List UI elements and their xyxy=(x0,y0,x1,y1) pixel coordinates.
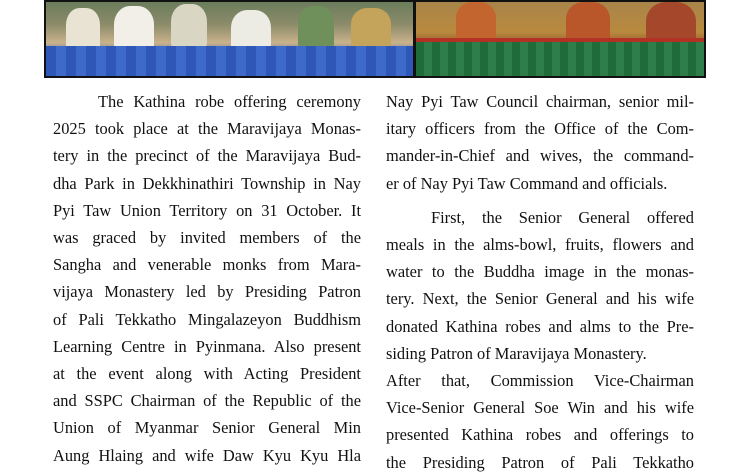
text-line: Vice-Senior General Soe Win and his wife xyxy=(386,398,694,418)
article-paragraph xyxy=(386,204,694,476)
text-line: presented Kathina robes and offerings to xyxy=(386,425,694,445)
ceremony-photo-right xyxy=(416,2,704,76)
text-line: and SSPC Chairman of the Republic of the xyxy=(53,391,361,411)
text-line: First, the Senior General offered xyxy=(431,207,694,227)
text-line: vijaya Monastery led by Presiding Patron xyxy=(53,282,361,302)
text-line: of Pali Tekkatho Mingalazeyon Buddhism xyxy=(53,309,361,329)
attendee-figure xyxy=(66,8,100,50)
attendee-figure xyxy=(171,4,207,48)
attendee-figure xyxy=(351,8,391,48)
carpet xyxy=(46,46,413,76)
text-line: siding Patron of Maravijaya Monastery. xyxy=(386,343,647,363)
text-line: Learning Centre in Pyinmana. Also present xyxy=(53,336,361,356)
text-line: tery. Next, the Senior General and his wife xyxy=(386,289,694,309)
text-line: The Kathina robe offering ceremony xyxy=(98,92,361,111)
text-line: Aung Hlaing and wife Daw Kyu Kyu Hla xyxy=(53,445,361,465)
article-column-right xyxy=(386,88,694,476)
ceremony-photo-left xyxy=(46,2,413,76)
text-line: er of Nay Pyi Taw Command and officials. xyxy=(386,173,668,193)
carpet xyxy=(416,38,704,76)
text-line: meals in the alms-bowl, fruits, flowers and xyxy=(386,235,694,255)
article-column-left xyxy=(53,88,361,469)
text-line: water to the Buddha image in the monas- xyxy=(386,262,694,282)
text-line: donated Kathina robes and alms to the Pre- xyxy=(386,316,694,336)
text-line: Union of Myanmar Senior General Min xyxy=(53,418,361,438)
text-line: was graced by invited members of the xyxy=(53,228,361,248)
text-line: itary officers from the Office of the Com- xyxy=(386,119,694,139)
text-line: at the event along with Acting President xyxy=(53,364,361,384)
monk-figure xyxy=(456,2,496,42)
text-line: mander-in-Chief and wives, the command- xyxy=(386,146,694,166)
article-paragraph xyxy=(53,88,361,469)
article-paragraph xyxy=(386,88,694,197)
text-line: Nay Pyi Taw Council chairman, senior mil- xyxy=(386,92,694,111)
text-line: dha Park in Dekkhinathiri Township in Nay xyxy=(53,173,361,193)
text-line: Pyi Taw Union Territory on 31 October. It xyxy=(53,200,361,220)
text-line: tery in the precinct of the Maravijaya Bud- xyxy=(53,146,361,166)
text-line: Sangha and venerable monks from Mara- xyxy=(53,255,361,275)
attendee-figure xyxy=(298,6,334,48)
photo-strip xyxy=(44,0,706,78)
text-line: 2025 took place at the Maravijaya Monas- xyxy=(53,119,361,139)
text-line: the Presiding Patron of Pali Tekkatho xyxy=(386,452,694,472)
text-line: After that, Commission Vice-Chairman xyxy=(386,371,694,391)
